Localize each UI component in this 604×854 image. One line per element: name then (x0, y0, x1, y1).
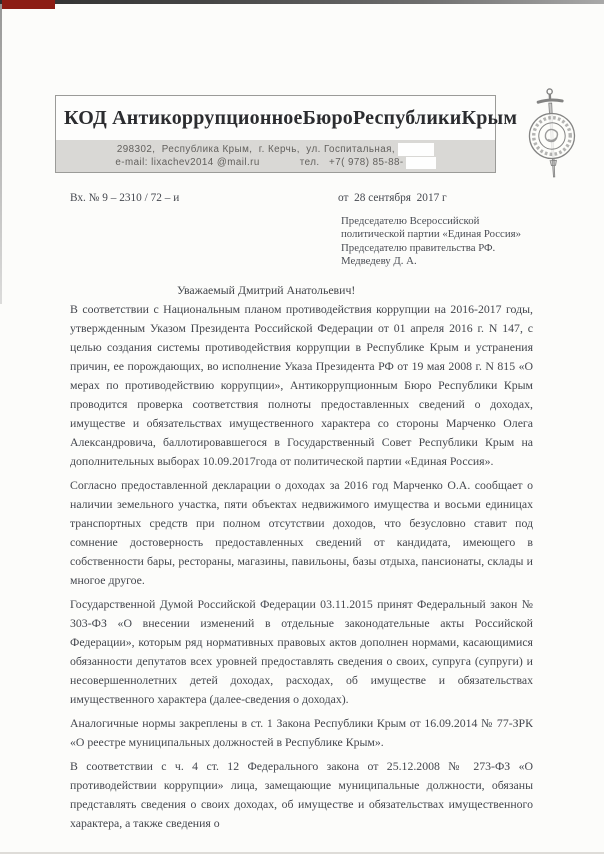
paragraph: В соответствии с Национальным планом противодействия коррупции на 2016-2017 годы, утвержденным Указом Президента Российской Федерации от 01 апреля 2016 г. N 147, с целью создания системы противодействия коррупции в Республике Крым и устранения причин, ее порождающих, во исполнение Указа Президента РФ от 19 мая 2008 г. N 815 «О мерах по противодействию коррупции», Антикоррупционным Бюро Республики Крым проводится проверка соответствия полноты предоставленных сведений о доходах, имуществе и обязательствах имущественного характера со стороны Марченко Олега Александровича, баллотировавшегося в Государственный Совет Республики Крым на дополнительных выборах 10.09.2017года от политической партии «Единая Россия». (70, 302, 533, 468)
incoming-number: Вх. № 9 – 2310 / 72 – и (70, 192, 180, 204)
paragraph: Согласно предоставленной декларации о доходах за 2016 год Марченко О.А. сообщает о наличии земельного участка, пяти объектах недвижимого имущества и восьми единицах транспортных средств при полном отсутствии доходов, что безусловно ставит под сомнение достоверность предоставленных сведений от кандидата, имеющего в собственности бары, рестораны, магазины, павильоны, базы отдыха, пансионаты, склады и многое другое. (70, 478, 533, 587)
recipient-block (341, 215, 521, 269)
redaction-box-phone (406, 157, 436, 169)
round-seal-sword-emblem (509, 82, 594, 191)
sword-seal-icon (509, 82, 594, 186)
paragraph: Государственной Думой Российской Федерации 03.11.2015 принят Федеральный закон № 303-ФЗ «О внесении изменений в отдельные законодательные акты Российской Федерации», которым ряд нормативных правовых актов дополнен нормами, касающимися обязанности депутатов всех уровней предоставлять сведения о своих, супруга (супруги) и несовершеннолетних детей доходах, расходах, об имуществе и обязательствах имущественного характера (далее-сведения о доходах). (70, 597, 533, 706)
salutation: Уважаемый Дмитрий Анатольевич! (177, 283, 356, 297)
letterhead-address-band (56, 140, 495, 172)
recipient-line: Медведеву Д. А. (341, 255, 417, 268)
address-text: 298302, Республика Крым, г. Керчь, ул. Госпитальная, (116, 144, 396, 155)
recipient-line: Председателю Всероссийской (341, 215, 480, 227)
phone-text: тел. +7( 978) 85-88- (299, 157, 404, 168)
redaction-box-address (398, 143, 434, 156)
address-line-2 (115, 156, 435, 169)
scan-top-edge-artifact (0, 0, 604, 4)
organization-title: КОД АнтикоррупционноеБюроРеспубликиКрым (64, 106, 518, 129)
scan-left-edge-artifact (0, 4, 2, 304)
letterhead-box (55, 95, 518, 173)
paragraph: В соответствии с ч. 4 ст. 12 Федерального закона от 25.12.2008 № 273-ФЗ «О противодействии коррупции» лица, замещающие муниципальные должности, обязаны представлять сведения о своих доходах, об имуществе и обязательствах имущественного характера, а также сведения о (70, 759, 533, 830)
red-corner-mark (2, 0, 55, 9)
email-text: e-mail: lixachev2014 @mail.ru (115, 157, 260, 168)
letter-date: от 28 сентября 2017 г (338, 192, 447, 204)
letter-body (70, 300, 533, 838)
recipient-line: Председателю правительства РФ. (341, 241, 496, 254)
address-line-1 (117, 143, 434, 156)
recipient-line: политической партии «Единая Россия» (341, 228, 521, 241)
paragraph: Аналогичные нормы закреплены в ст. 1 Закона Республики Крым от 16.09.2014 № 77-ЗРК «О реестре муниципальных должностей в Республике Крым». (70, 716, 533, 749)
